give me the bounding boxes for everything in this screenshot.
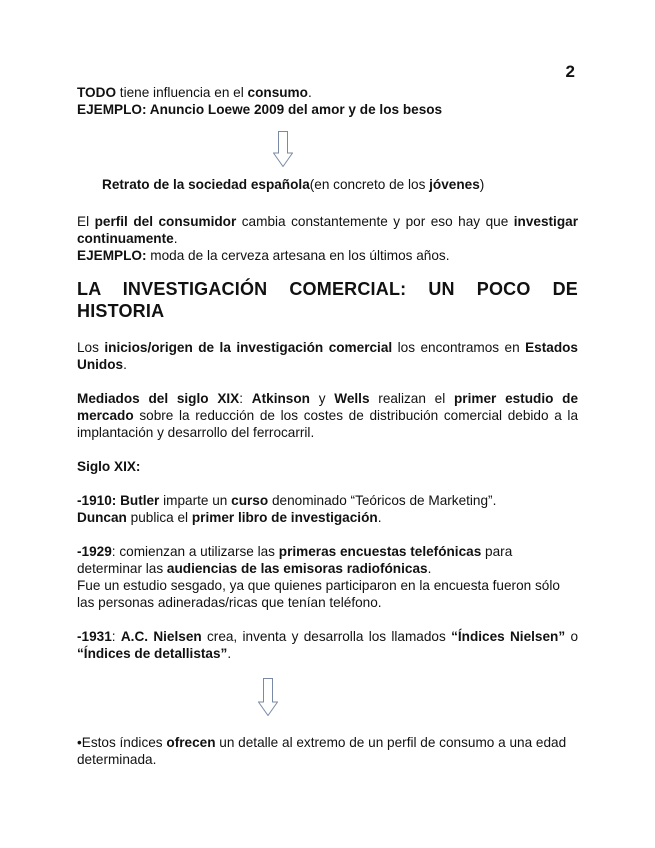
- origen-paragraph: [77, 339, 578, 373]
- down-arrow-icon: [273, 131, 293, 167]
- bold-text: Atkinson: [251, 391, 310, 406]
- bold-text: curso: [231, 493, 269, 508]
- bold-text: Retrato de la sociedad española: [102, 177, 310, 192]
- text: crea, inventa y desarrolla los llamados: [201, 629, 452, 644]
- text: publica el: [126, 510, 192, 525]
- siglo-heading: [77, 458, 578, 475]
- text: : comienzan a utilizarse las: [111, 544, 279, 559]
- bold-text: “Índices Nielsen”: [451, 629, 566, 644]
- bold-text: -1929: [77, 544, 112, 559]
- bold-text: consumo: [247, 85, 308, 100]
- bold-text: Wells: [334, 391, 370, 406]
- text: y: [309, 391, 335, 406]
- text: .: [123, 357, 127, 372]
- mediados-paragraph: [77, 390, 578, 441]
- text: Los: [77, 340, 105, 355]
- text: .: [173, 231, 178, 246]
- bold-text: ofrecen: [166, 735, 216, 750]
- document-body: [77, 84, 578, 768]
- arrow-container: [77, 678, 578, 718]
- year-1910-line-2: [77, 509, 578, 526]
- bold-text: EJEMPLO:: [77, 248, 147, 263]
- bold-text: investigar continuamente: [77, 214, 578, 246]
- text: cambia constantemente y por eso hay que: [236, 214, 514, 229]
- bold-text: perfil del consumidor: [94, 214, 237, 229]
- text: .: [307, 85, 312, 100]
- bold-text: “Índices de detallistas”: [77, 646, 228, 661]
- down-arrow-icon: [258, 678, 278, 716]
- year-1910-line-1: [77, 492, 578, 509]
- year-1929-paragraph: [77, 543, 578, 577]
- year-1929-note: Fue un estudio sesgado, ya que quienes participaron en la encuesta fueron sólo las personas adineradas/ricas que tenían teléfono.: [77, 578, 560, 610]
- bullet-paragraph: [77, 734, 578, 768]
- intro-example: [77, 101, 578, 118]
- text: .: [427, 561, 432, 576]
- text: tiene influencia en el: [116, 85, 248, 100]
- arrow-container: [77, 128, 578, 166]
- text: o: [565, 629, 579, 644]
- perfil-example: [77, 247, 578, 264]
- text: El: [77, 214, 95, 229]
- page-number: 2: [565, 62, 575, 81]
- text: denominado “Teóricos de Marketing”.: [268, 493, 497, 508]
- text: los encontramos en: [392, 340, 526, 355]
- text: un detalle al extremo de un perfil de consumo a una edad determinada.: [77, 735, 567, 767]
- text: para determinar las: [77, 544, 513, 576]
- bold-text: Duncan: [77, 510, 127, 525]
- bold-text: inicios/origen de la investigación comercial: [104, 340, 393, 355]
- bold-text: jóvenes: [429, 177, 480, 192]
- text: •Estos índices: [77, 735, 167, 750]
- bold-text: -1931: [77, 629, 112, 644]
- retrato-line: [77, 176, 578, 193]
- bold-text: Estados Unidos: [77, 340, 578, 372]
- year-1931-paragraph: [77, 628, 578, 662]
- perfil-paragraph: [77, 213, 578, 247]
- bold-text: primeras encuestas telefónicas: [278, 544, 482, 559]
- text: .: [227, 646, 232, 661]
- bold-text: Mediados del siglo XIX: [77, 391, 240, 406]
- text: (en concreto de los: [309, 177, 430, 192]
- text: .: [377, 510, 382, 525]
- text: :: [111, 629, 121, 644]
- bold-text: primer libro de investigación: [191, 510, 378, 525]
- bold-text: -1910: Butler: [77, 493, 160, 508]
- bold-text: Siglo XIX:: [77, 459, 141, 474]
- bold-text: EJEMPLO: Anuncio Loewe 2009 del amor y de los besos: [77, 102, 443, 117]
- text: :: [239, 391, 252, 406]
- bold-text: audiencias de las emisoras radiofónicas: [166, 561, 428, 576]
- text: imparte un: [159, 493, 232, 508]
- text: moda de la cerveza artesana en los últimos años.: [146, 248, 450, 263]
- text: realizan el: [369, 391, 454, 406]
- text: ): [479, 177, 485, 192]
- bold-text: TODO: [77, 85, 117, 100]
- text: sobre la reducción de los costes de distribución comercial debido a la implantación y desarrollo del ferrocarril.: [77, 408, 578, 440]
- intro-line-1: [77, 84, 578, 101]
- section-heading: LA INVESTIGACIÓN COMERCIAL: UN POCO DE HISTORIA: [77, 279, 578, 321]
- bold-text: primer estudio de mercado: [77, 391, 579, 423]
- bold-text: A.C. Nielsen: [120, 629, 202, 644]
